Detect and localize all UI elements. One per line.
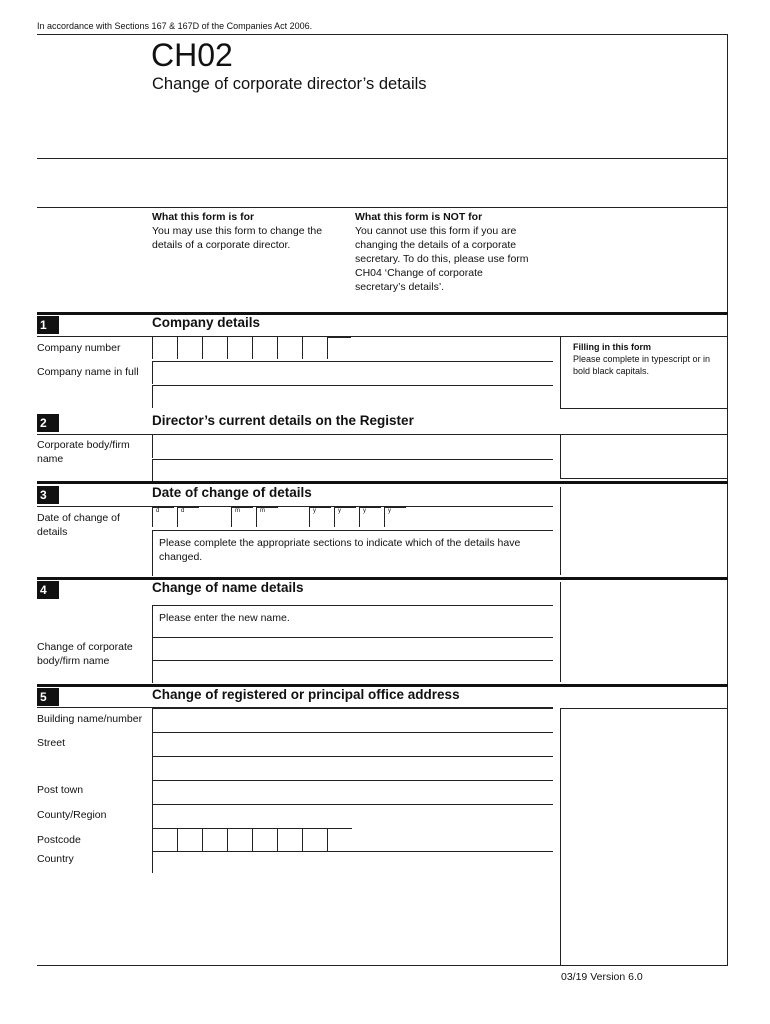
postcode-box — [227, 829, 228, 851]
sidebar-divider-4 — [560, 582, 561, 682]
for-title: What this form is for — [152, 211, 255, 223]
section-1-subrule — [37, 336, 728, 337]
bottom-rule — [37, 965, 728, 966]
section-4-title: Change of name details — [152, 580, 304, 595]
digit-box-top — [327, 337, 351, 338]
county-field[interactable] — [152, 804, 553, 828]
intro-divider — [37, 207, 728, 208]
postcode-box — [327, 829, 328, 851]
not-for-text: You cannot use this form if you are changing the details of a corporate secretary. To do this, please use form CH04 ‘Change of corporate secretary’s details’. — [355, 225, 529, 293]
date-label: Date of change of details — [37, 512, 120, 538]
date-month-2[interactable] — [256, 507, 278, 527]
sidebar-divider-5 — [560, 708, 561, 965]
company-number-label: Company number — [37, 342, 121, 354]
version-label: 03/19 Version 6.0 — [561, 971, 643, 983]
date-year-2[interactable] — [334, 507, 356, 527]
body-name-label: Corporate body/firm name — [37, 439, 130, 465]
section-3-instruction: Please complete the appropriate sections to indicate which of the details have changed. — [159, 537, 521, 563]
section-2-title: Director’s current details on the Register — [152, 413, 414, 428]
building-label: Building name/number — [37, 713, 143, 725]
section-1-number: 1 — [37, 316, 59, 334]
postcode-field[interactable] — [152, 828, 352, 851]
date-letter: m — [235, 508, 240, 514]
date-letter: d — [181, 508, 185, 514]
date-day-1[interactable] — [152, 507, 174, 527]
date-year-1[interactable] — [309, 507, 331, 527]
postcode-box — [252, 829, 253, 851]
header-divider — [37, 158, 728, 159]
new-name-label: Change of corporate body/firm name — [37, 641, 133, 667]
sidebar-rule-2 — [560, 478, 728, 479]
date-year-4[interactable] — [384, 507, 406, 527]
filling-text: Please complete in typescript or in bold black capitals. — [573, 354, 711, 376]
digit-box — [252, 337, 253, 359]
date-letter: y — [388, 508, 391, 514]
postcode-box — [152, 829, 153, 851]
section-3-instruction-box — [152, 530, 553, 576]
digit-box — [302, 337, 303, 359]
company-name-field-line-1[interactable] — [152, 361, 553, 384]
company-name-label: Company name in full — [37, 366, 139, 378]
date-letter: m — [260, 508, 265, 514]
date-letter: y — [363, 508, 366, 514]
digit-box — [202, 337, 203, 359]
date-month-1[interactable] — [231, 507, 253, 527]
section-2-number: 2 — [37, 414, 59, 432]
form-title: Change of corporate director’s details — [152, 75, 427, 93]
filling-title: Filling in this form — [573, 342, 651, 352]
digit-box — [327, 337, 328, 359]
form-code: CH02 — [151, 37, 233, 73]
body-name-field-line-1[interactable] — [152, 434, 553, 458]
post-town-label: Post town — [37, 784, 84, 796]
country-label: Country — [37, 853, 74, 865]
right-border — [727, 34, 728, 966]
section-1-rule — [37, 312, 728, 315]
post-town-field[interactable] — [152, 780, 553, 804]
date-letter: y — [338, 508, 341, 514]
county-label: County/Region — [37, 809, 107, 821]
legal-note: In accordance with Sections 167 & 167D of the Companies Act 2006. — [37, 21, 313, 31]
section-3-subrule — [37, 506, 553, 507]
date-letter: y — [313, 508, 316, 514]
for-text: You may use this form to change the details of a corporate director. — [152, 225, 323, 251]
digit-box — [277, 337, 278, 359]
section-3-number: 3 — [37, 486, 59, 504]
new-name-field-line-2[interactable] — [152, 660, 553, 683]
digit-box — [227, 337, 228, 359]
sidebar-divider-3 — [560, 487, 561, 575]
sidebar-divider-2 — [560, 434, 561, 479]
section-4-instruction-box — [152, 605, 553, 637]
sidebar-rule-5 — [560, 708, 728, 709]
section-5-number: 5 — [37, 688, 59, 706]
postcode-box — [177, 829, 178, 851]
postcode-box — [277, 829, 278, 851]
postcode-label: Postcode — [37, 834, 81, 846]
top-rule — [37, 34, 728, 35]
sidebar-divider-1 — [560, 336, 561, 408]
street-label: Street — [37, 737, 66, 749]
section-1-title: Company details — [152, 315, 261, 330]
date-day-2[interactable] — [177, 507, 199, 527]
new-name-field-line-1[interactable] — [152, 637, 553, 660]
date-year-3[interactable] — [359, 507, 381, 527]
company-number-field[interactable] — [152, 337, 352, 359]
section-3-title: Date of change of details — [152, 485, 312, 500]
building-field[interactable] — [152, 708, 553, 732]
sidebar-rule — [560, 408, 728, 409]
not-for-title: What this form is NOT for — [355, 211, 483, 223]
company-name-field-line-2[interactable] — [152, 385, 553, 408]
date-letter: d — [156, 508, 160, 514]
digit-box — [177, 337, 178, 359]
digit-box — [152, 337, 153, 359]
postcode-box — [302, 829, 303, 851]
body-name-field-line-2[interactable] — [152, 459, 553, 481]
section-4-number: 4 — [37, 581, 59, 599]
section-5-title: Change of registered or principal office address — [152, 687, 460, 702]
country-field[interactable] — [152, 851, 553, 873]
street-field-line-1[interactable] — [152, 732, 553, 756]
postcode-box — [202, 829, 203, 851]
street-field-line-2[interactable] — [152, 756, 553, 780]
section-4-instruction: Please enter the new name. — [159, 612, 290, 624]
section-4-rule — [37, 577, 728, 580]
section-3-rule — [37, 481, 728, 484]
